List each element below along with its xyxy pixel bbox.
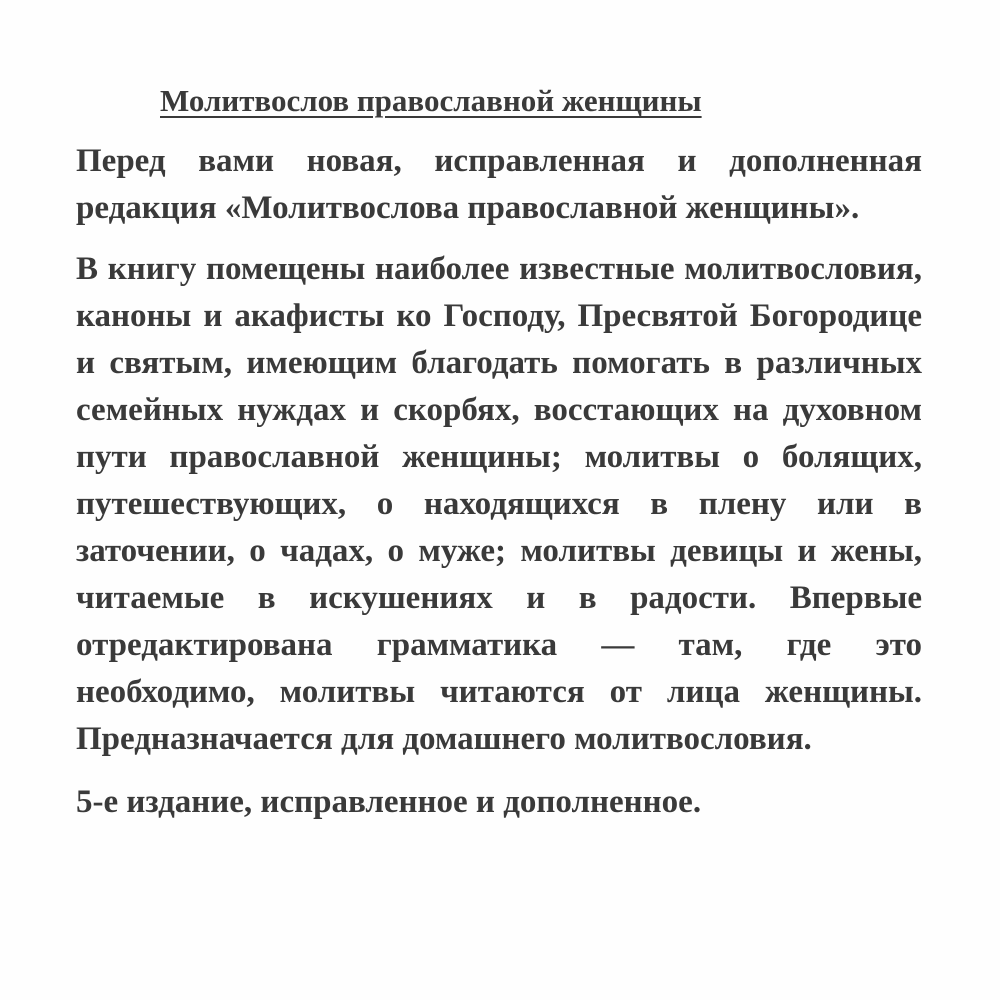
- intro-paragraph: Перед вами новая, исправленная и дополненная редакция «Молитвослова православной женщины».: [76, 143, 922, 226]
- edition-note: 5-е издание, исправленное и дополненное.: [76, 784, 702, 820]
- document-title: Молитвослов православной женщины: [160, 83, 702, 118]
- description-paragraph: В книгу помещены наиболее известные молитвословия, каноны и акафисты ко Господу, Пресвятой Богородице и святым, имеющим благодать помогать в различных семейных нуждах и скорбях, восстающих на духовном пути православной женщины; молитвы о болящих, путешествующих, о находящихся в плену или в заточении, о чадах, о муже; молитвы девицы и жены, читаемые в искушениях и в радости. Впервые отредактирована грамматика — там, где это необходимо, молитвы читаются от лица женщины. Предназначается для домашнего молитвословия.: [76, 251, 922, 757]
